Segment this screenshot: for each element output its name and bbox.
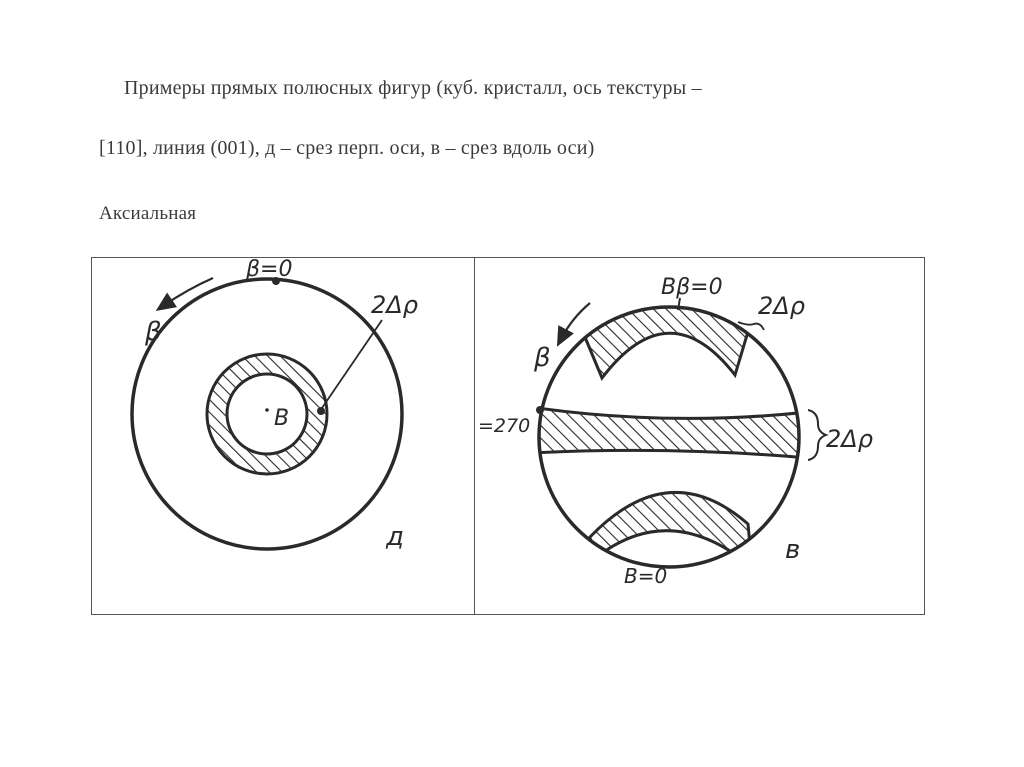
left-beta-label: β (145, 317, 162, 347)
left-center-label: B (274, 406, 290, 431)
right-panel-letter: в (785, 535, 801, 565)
right-left-pole-dot (536, 406, 544, 414)
left-pole-figure (132, 257, 418, 552)
left-panel-letter: д (386, 522, 404, 552)
right-bottom-label: B=0 (624, 564, 668, 588)
right-top-label: Bβ=0 (661, 275, 723, 300)
section-heading: Аксиальная (99, 203, 197, 224)
left-outer-circle (132, 279, 402, 549)
right-middle-brace (808, 410, 826, 460)
left-hatched-ring (207, 354, 327, 474)
left-ring-marker-dot (317, 407, 325, 415)
right-middle-hatched-band (530, 407, 808, 458)
right-pole-figure (478, 264, 873, 588)
left-width-leader-line (322, 320, 382, 408)
right-rotation-arrow (561, 303, 590, 339)
right-width-mid-label: 2Δρ (826, 425, 873, 453)
left-width-label: 2Δρ (371, 291, 418, 319)
caption-line-2: [110], линия (001), д – срез перп. оси, в – срез вдоль оси) (99, 137, 595, 159)
caption-line-1: Примеры прямых полюсных фигур (куб. кристалл, ось текстуры – (124, 77, 702, 99)
left-beta-zero-label: β=0 (246, 257, 293, 282)
right-beta-label: β (534, 343, 551, 373)
right-270-label: =270 (478, 415, 531, 437)
left-center-dot (265, 408, 269, 412)
right-width-top-label: 2Δρ (758, 292, 805, 320)
